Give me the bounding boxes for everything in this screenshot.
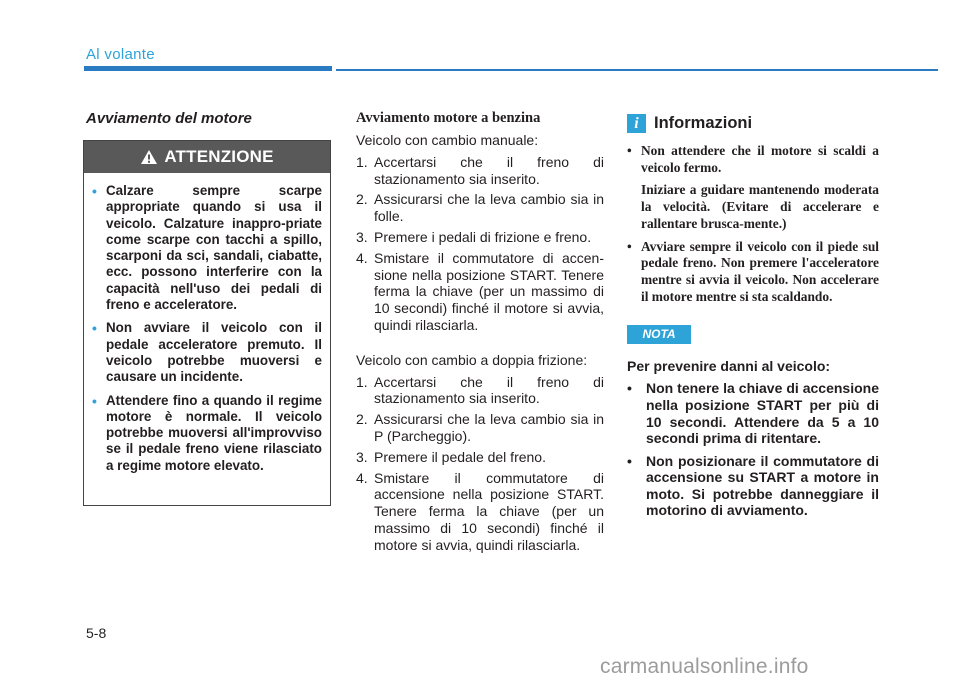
bullet-icon: • (627, 380, 632, 397)
list-item: 1. Accertarsi che il freno di stazionamento sia inserito. (356, 153, 604, 187)
warning-item: • Calzare sempre scarpe appropriate quando si usa il veicolo. Calzature inappro-priate come scarpe con tacchi a spillo, scarponi da sci, sandali, ciabatte, ecc. possono interferire con la capacità nell'uso dei pedali di freno e acceleratore. (92, 183, 322, 313)
info-title: Informazioni (654, 114, 753, 132)
list-item: 3. Premere i pedali di frizione e freno. (356, 228, 592, 245)
watermark: carmanualsonline.info (600, 655, 809, 678)
section-heading: Avviamento del motore (86, 110, 252, 127)
bullet-icon: • (92, 320, 97, 337)
warning-triangle-icon (140, 149, 158, 165)
list-item: 4. Smistare il commutatore di accen-sione nella posizione START. Tenere ferma la chiave (per un massimo di 10 secondi) finché il motore si avvia, quindi rilasciarla. (356, 249, 604, 333)
warning-item: • Attendere fino a quando il regime motore è normale. Il veicolo potrebbe muoversi all'improvviso se il pedale freno viene rilasciato a regime motore elevato. (92, 392, 322, 473)
list-item: 1. Accertarsi che il freno di stazionamento sia inserito. (356, 373, 604, 407)
warning-box (83, 140, 331, 506)
bullet-icon: • (92, 183, 97, 199)
nota-list (627, 380, 879, 519)
list-item: 3. Premere il pedale del freno. (356, 448, 546, 465)
header-rule-dark (84, 66, 332, 71)
info-item: • Non attendere che il motore si scaldi a veicolo fermo. Iniziare a guidare mantenendo moderata la velocità. (Evitare di accelerare e rallentare brusca-mente.) (627, 143, 879, 231)
info-column (627, 114, 879, 525)
warning-item: • Non avviare il veicolo con il pedale acceleratore premuto. Il veicolo potrebbe muoversi e causare un incidente. (92, 320, 322, 385)
nota-badge: NOTA (627, 325, 691, 344)
info-icon: i (627, 114, 646, 133)
warning-header (84, 141, 330, 173)
list-item: 2. Assicurarsi che la leva cambio sia in P (Parcheggio). (356, 411, 604, 444)
bullet-icon: • (627, 143, 632, 158)
bullet-icon: • (627, 238, 632, 254)
bullet-icon: • (92, 392, 97, 409)
section-header-title: Al volante (86, 46, 155, 63)
warning-title: ATTENZIONE (164, 147, 274, 166)
header-rule-light (336, 69, 938, 71)
dual-clutch-steps (356, 374, 604, 554)
info-list (627, 143, 879, 305)
dual-clutch-intro: Veicolo con cambio a doppia frizione: (356, 351, 588, 368)
page-number: 5-8 (86, 625, 107, 641)
manual-steps (356, 154, 604, 334)
list-item: 4. Smistare il commutatore di accensione nella posizione START. Tenere ferma la chiave (per un massimo di 10 secondi) finché il motore si avvia, quindi rilasciarla. (356, 469, 604, 553)
info-header (627, 114, 879, 133)
list-item: 2. Assicurarsi che la leva cambio sia in folle. (356, 191, 604, 225)
nota-item: • Non tenere la chiave di accensione nella posizione START per più di 10 secondi. Attendere da 5 a 10 secondi prima di ritentare. (627, 380, 879, 447)
petrol-start-column (356, 110, 604, 558)
nota-intro: Per prevenire danni al veicolo: (627, 358, 831, 375)
manual-intro: Veicolo con cambio manuale: (356, 132, 539, 148)
nota-item: • Non posizionare il commutatore di accensione su START a motore in moto. Si potrebbe danneggiare il motorino di avviamento. (627, 452, 879, 519)
petrol-heading: Avviamento motore a benzina (356, 110, 541, 126)
bullet-icon: • (627, 452, 632, 469)
warning-list (84, 173, 330, 474)
info-item: • Avviare sempre il veicolo con il piede sul pedale freno. Non premere l'acceleratore mentre si avvia il veicolo. Non accelerare il motore mentre si sta scaldando. (627, 238, 879, 304)
